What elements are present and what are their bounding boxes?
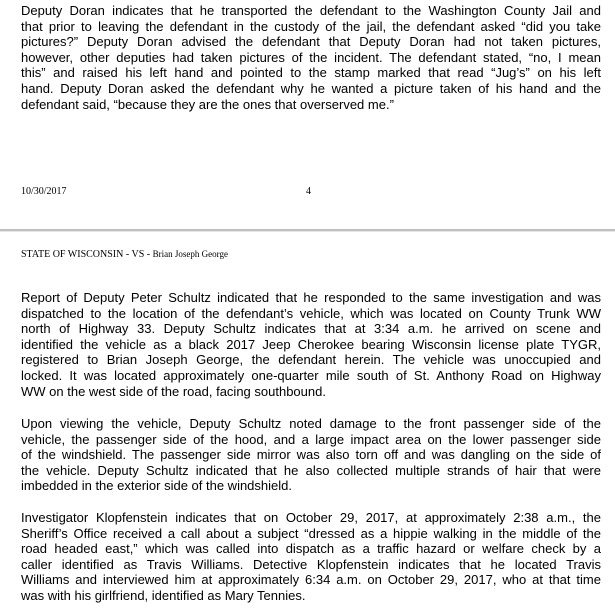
text-line: this” and raised his left hand and pointed to the stamp marked that read “Jug’s” on his left	[21, 65, 601, 81]
text-line: dispatched to the location of the defendant’s vehicle, which was located on County Trunk WW	[21, 305, 601, 321]
text-line: WW on the west side of the road, facing southbound.	[21, 383, 326, 399]
text-line: imbedded in the exterior side of the windshield.	[21, 478, 292, 494]
text-line: north of Highway 33. Deputy Schultz indicates that at 3:34 a.m. he arrived on scene and	[21, 321, 601, 337]
text-line: defendant said, “because they are the ones that overserved me.”	[21, 96, 394, 112]
text-line: registered to Brian Joseph George, the defendant herein. The vehicle was unoccupied and	[21, 352, 601, 368]
text-line: locked. It was located approximately one-quarter mile south of St. Anthony Road on Highway	[21, 367, 601, 383]
case-caption-state: STATE OF WISCONSIN - VS -	[21, 249, 153, 260]
text-line: the vehicle. Deputy Schultz indicated that he also collected multiple strands of hair that were	[21, 462, 601, 478]
paragraph-schultz-report	[21, 290, 601, 399]
page-break-shadow	[0, 231, 615, 232]
footer-page-number: 4	[306, 186, 311, 197]
paragraph-doran-jail	[21, 3, 601, 112]
text-line: Upon viewing the vehicle, Deputy Schultz noted damage to the front passenger side of the	[21, 416, 601, 431]
text-line: was with his girlfriend, identified as Mary Tennies.	[21, 587, 306, 603]
text-line: Report of Deputy Peter Schultz indicated that he responded to the same investigation and was	[21, 290, 601, 305]
paragraph-klopfenstein	[21, 510, 601, 604]
text-line: Sheriff’s Office received a call about a subject “dressed as a hippie walking in the middle of the	[21, 525, 601, 541]
text-line: caller identified as Travis Williams. Detective Klopfenstein indicates that he located Travis	[21, 556, 601, 572]
text-line: vehicle, the passenger side of the hood, and a large impact area on the lower passenger side	[21, 431, 601, 447]
text-line: Williams and interviewed him at approximately 6:34 a.m. on October 29, 2017, who at that time	[21, 572, 601, 588]
text-line: identified the vehicle as a black 2017 Jeep Cherokee bearing Wisconsin license plate TYGR,	[21, 336, 601, 352]
case-caption-header	[21, 249, 228, 260]
text-line: however, other deputies had taken pictures of the incident. The defendant stated, “no, I mean	[21, 49, 601, 65]
case-caption-defendant: Brian Joseph George	[152, 249, 228, 259]
text-line: hand. Deputy Doran asked the defendant why he wanted a picture taken of his hand and the	[21, 80, 601, 96]
text-line: Deputy Doran indicates that he transported the defendant to the Washington County Jail and	[21, 3, 601, 18]
text-line: that prior to leaving the defendant in the custody of the jail, the defendant asked “did you take	[21, 18, 601, 34]
footer-date: 10/30/2017	[21, 186, 67, 197]
text-line: Investigator Klopfenstein indicates that on October 29, 2017, at approximately 2:38 a.m., the	[21, 510, 601, 525]
text-line: pictures?” Deputy Doran advised the defendant that Deputy Doran had not taken pictures,	[21, 34, 601, 50]
paragraph-vehicle-damage	[21, 416, 601, 494]
text-line: road headed east,” which was called into dispatch as a traffic hazard or welfare check by a	[21, 541, 601, 557]
text-line: of the windshield. The passenger side mirror was also torn off and was dangling on the side of	[21, 447, 601, 463]
